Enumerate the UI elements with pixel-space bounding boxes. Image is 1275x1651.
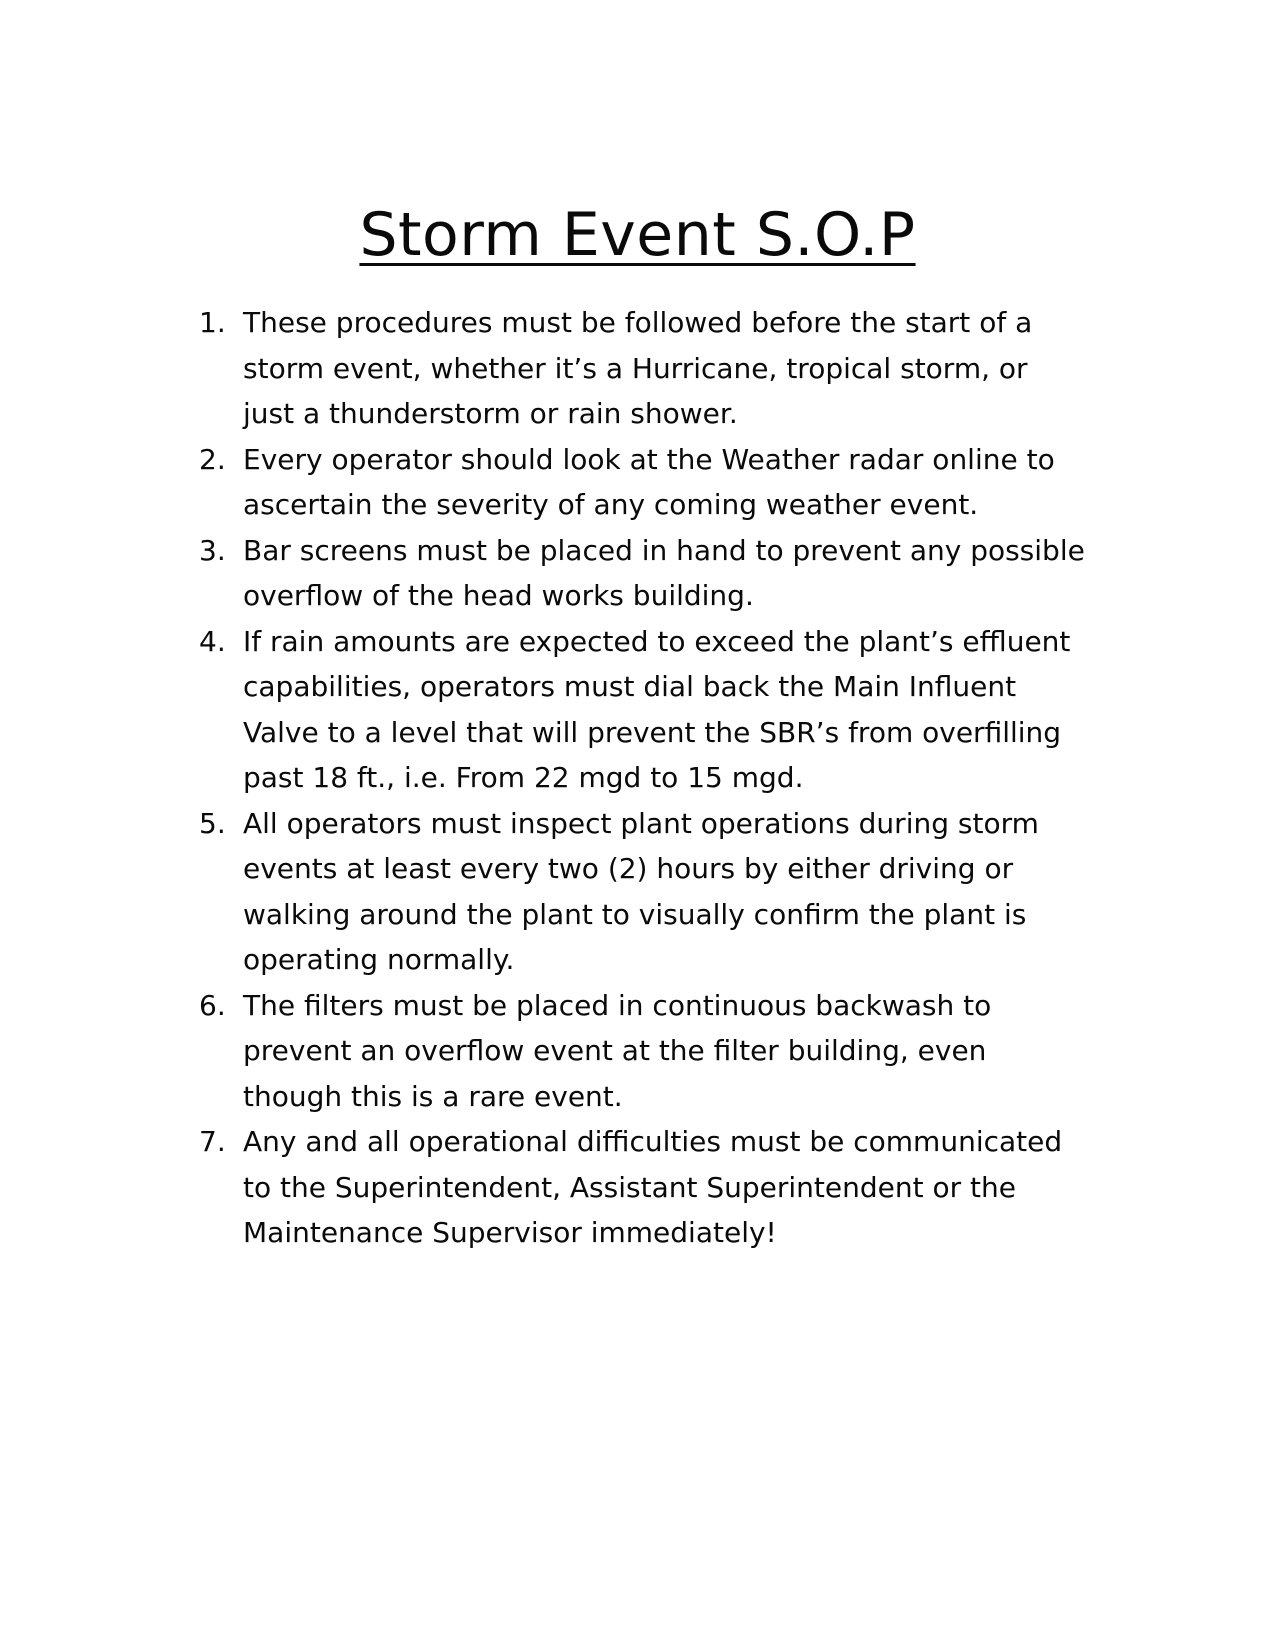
page-title-text: Storm Event S.O.P [359,200,916,270]
step-text: Any and all operational difficulties must be communicated to the Superintendent, Assistant Superintendent or the Maintenance Supervisor immediately! [243,1125,1063,1249]
step-number: 1. [199,306,226,339]
step-text: These procedures must be followed before the start of a storm event, whether it’s a Hurricane, tropical storm, or just a thunderstorm or rain shower. [243,306,1033,430]
procedure-step-7 [199,1119,1085,1256]
procedure-step-3 [199,528,1085,619]
step-number: 7. [199,1125,226,1158]
step-number: 6. [199,988,226,1022]
step-text: The filters must be placed in continuous backwash to prevent an overflow event at the filter building, even though this is a rare event. [243,988,992,1113]
step-number: 3. [199,533,226,567]
procedure-step-2 [199,437,1085,528]
step-number: 5. [199,806,226,840]
step-text: All operators must inspect plant operations during storm events at least every two (2) hours by either driving or walking around the plant to visually confirm the plant is operating normally. [243,806,1039,976]
page-title [0,200,1275,270]
procedure-step-4 [199,619,1085,801]
step-text: Every operator should look at the Weather radar online to ascertain the severity of any coming weather event. [243,442,1055,521]
procedure-step-1 [199,300,1085,437]
procedure-list [199,300,1085,1256]
step-text: Bar screens must be placed in hand to prevent any possible overflow of the head works building. [243,533,1085,612]
step-number: 4. [199,624,226,658]
step-number: 2. [199,442,226,476]
procedure-step-6 [199,983,1085,1120]
procedure-step-5 [199,801,1085,983]
step-text: If rain amounts are expected to exceed the plant’s effluent capabilities, operators must dial back the Main Influent Valve to a level that will prevent the SBR’s from overfilling past 18 ft., i.e. From 22 mgd to 15 mgd. [243,624,1071,794]
